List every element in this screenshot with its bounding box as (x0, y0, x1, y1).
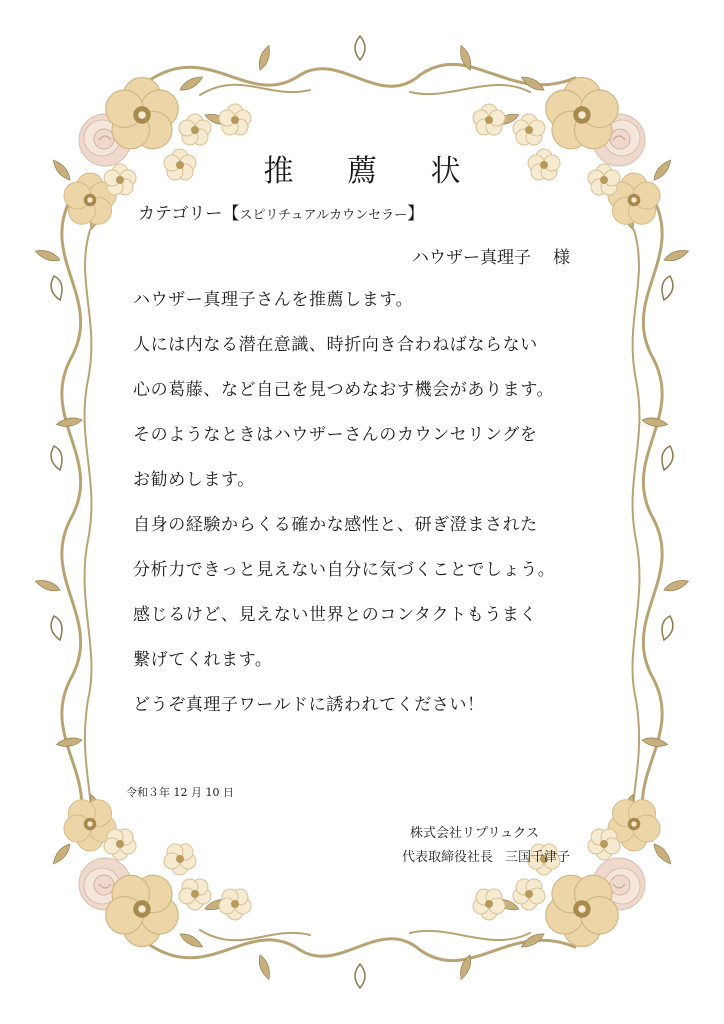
body-line: 分析力できっと見えない自分に気づくことでしょう。 (133, 560, 556, 580)
recipient-name: ハウザー真理子 (412, 248, 531, 268)
body-line: お勧めします。 (133, 470, 255, 490)
body-line: 心の葛藤、など自己を見つめなおす機会があります。 (133, 380, 555, 400)
category-label: カテゴリー (138, 204, 223, 224)
body-line: 人には内なる潜在意識、時折向き合わねばならない (133, 335, 538, 355)
category-value: スピリチュアルカウンセラー (239, 208, 408, 223)
body-line: そのようなときはハウザーさんのカウンセリングを (133, 425, 538, 445)
company-name: 株式会社リプリュクス (410, 826, 539, 841)
category-bracket-close: 】 (407, 204, 425, 224)
signatory-name: 三国千津子 (505, 850, 571, 865)
body-line: どうぞ真理子ワールドに誘われてください！ (133, 695, 485, 715)
category-line (138, 199, 424, 224)
body-line: 繋げてくれます。 (133, 650, 273, 670)
signatory (402, 846, 570, 865)
recommendation-body (133, 284, 555, 734)
body-line: 感じるけど、見えない世界とのコンタクトもうまく (133, 605, 538, 625)
document-title: 推 薦 状 (263, 154, 483, 189)
recipient (412, 243, 570, 268)
signatory-title: 代表取締役社長 (402, 850, 494, 865)
recipient-honorific: 様 (553, 248, 570, 268)
body-line: ハウザー真理子さんを推薦します。 (133, 290, 414, 310)
category-bracket-open: 【 (222, 204, 240, 224)
body-line: 自身の経験からくる確かな感性と、研ぎ澄まされた (133, 515, 538, 535)
issue-date: 令和３年 12 月 10 日 (126, 786, 234, 799)
